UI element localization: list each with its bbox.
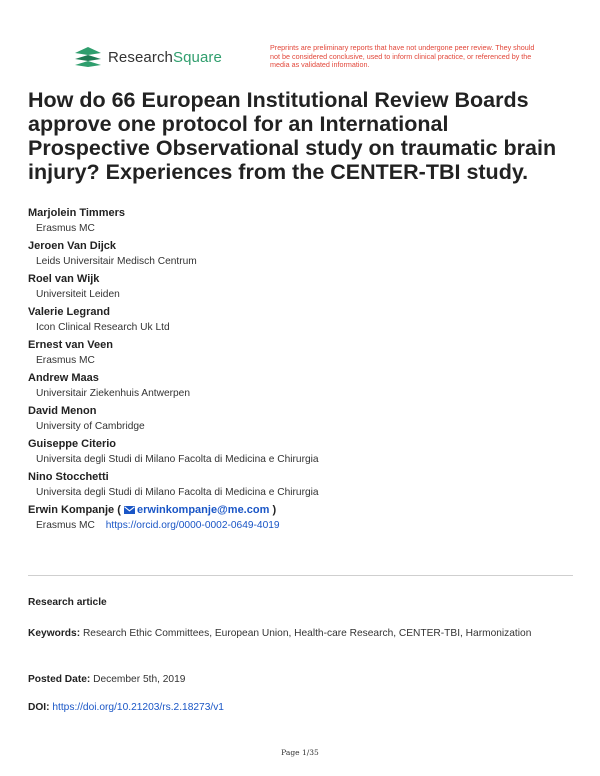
author-name[interactable]: David Menon xyxy=(28,405,97,417)
brand-name-square: Square xyxy=(173,48,222,66)
author-entry xyxy=(28,371,576,402)
email-link[interactable] xyxy=(124,504,269,516)
preprint-disclaimer: Preprints are preliminary reports that have not undergone peer review. They should not be considered conclusive, used to inform clinical practice, or referenced by the media as validated information. xyxy=(270,43,535,70)
author-affiliation: Icon Clinical Research Uk Ltd xyxy=(36,322,170,333)
author-affiliation: Universitair Ziekenhuis Antwerpen xyxy=(36,388,191,399)
keywords xyxy=(28,626,576,642)
author-name[interactable]: Roel van Wijk xyxy=(28,273,100,285)
author-list xyxy=(28,206,576,536)
author-entry xyxy=(28,404,576,435)
corresponding-author-line xyxy=(28,503,576,518)
author-name[interactable]: Jeroen Van Dijck xyxy=(28,240,117,252)
author-affiliation: Universita degli Studi di Milano Facolta di Medicina e Chirurgia xyxy=(36,487,319,498)
author-name[interactable]: Ernest van Veen xyxy=(28,339,113,351)
author-entry xyxy=(28,437,576,468)
keywords-label: Keywords: xyxy=(28,628,81,639)
email-address: erwinkompanje@me.com xyxy=(136,504,270,516)
envelope-icon xyxy=(124,506,135,514)
author-affiliation: Erasmus MC xyxy=(36,223,95,234)
author-name[interactable]: Guiseppe Citerio xyxy=(28,438,117,450)
author-entry xyxy=(28,272,576,303)
author-entry xyxy=(28,206,576,237)
posted-date-label: Posted Date: xyxy=(28,674,91,685)
author-affiliation: Universita degli Studi di Milano Facolta di Medicina e Chirurgia xyxy=(36,454,319,465)
author-entry xyxy=(28,239,576,270)
posted-date xyxy=(28,672,576,688)
author-name[interactable]: Marjolein Timmers xyxy=(28,207,125,219)
corresponding-author-entry xyxy=(28,503,576,534)
orcid-link[interactable]: https://orcid.org/0000-0002-0649-4019 xyxy=(105,520,280,531)
page-number: Page 1/35 xyxy=(281,748,319,757)
doi-label: DOI: xyxy=(28,702,50,713)
author-affiliation: University of Cambridge xyxy=(36,421,145,432)
research-square-logo-icon xyxy=(75,47,101,67)
research-square-logo[interactable] xyxy=(75,47,222,67)
corresponding-author-affiliation: Erasmus MC xyxy=(36,520,95,531)
author-name[interactable]: Andrew Maas xyxy=(28,372,99,384)
author-name[interactable]: Nino Stocchetti xyxy=(28,471,109,483)
author-name[interactable]: Valerie Legrand xyxy=(28,306,110,318)
article-type xyxy=(28,595,576,611)
corresponding-author-affiliation-line xyxy=(28,518,576,534)
author-entry xyxy=(28,338,576,369)
brand-name xyxy=(108,49,222,66)
doi-link[interactable]: https://doi.org/10.21203/rs.2.18273/v1 xyxy=(52,702,224,713)
paper-title: How do 66 European Institutional Review Boards approve one protocol for an International Prospective Observational study on traumatic brain injury? Experiences from the CENTER-TBI study. xyxy=(28,88,557,184)
author-affiliation: Universiteit Leiden xyxy=(36,289,120,300)
section-divider xyxy=(28,575,573,576)
author-entry xyxy=(28,470,576,501)
article-type-label: Research article xyxy=(28,597,107,608)
open-paren: ( xyxy=(117,504,121,516)
corresponding-author-name[interactable]: Erwin Kompanje xyxy=(28,504,115,516)
author-affiliation: Leids Universitair Medisch Centrum xyxy=(36,256,197,267)
brand-name-research: Research xyxy=(108,48,173,66)
author-entry xyxy=(28,305,576,336)
keywords-value: Research Ethic Committees, European Union, Health-care Research, CENTER-TBI, Harmonization xyxy=(82,628,532,639)
doi xyxy=(28,700,576,716)
posted-date-value: December 5th, 2019 xyxy=(93,674,186,685)
author-affiliation: Erasmus MC xyxy=(36,355,95,366)
close-paren: ) xyxy=(272,504,277,516)
